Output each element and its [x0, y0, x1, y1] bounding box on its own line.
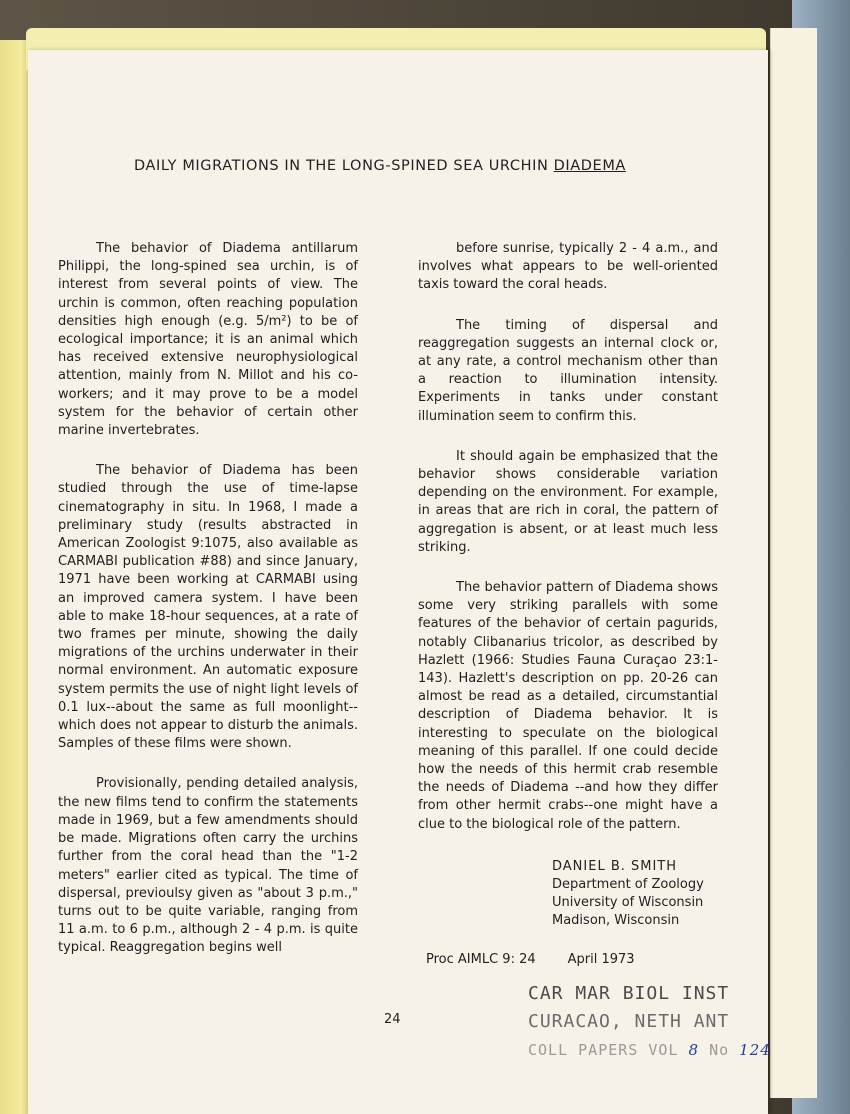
- stamp-line-3: [528, 1036, 771, 1064]
- stamp-no-label: No: [709, 1041, 730, 1059]
- author-department: Department of Zoology: [552, 877, 704, 892]
- stamp-line-1: CAR MAR BIOL INST: [528, 983, 730, 1004]
- stamp-vol-handwritten: 8: [688, 1041, 700, 1059]
- title-text: DAILY MIGRATIONS IN THE LONG-SPINED SEA URCHIN: [134, 158, 554, 174]
- author-university: University of Wisconsin: [552, 895, 704, 910]
- title-underlined-word: DIADEMA: [553, 158, 626, 174]
- paragraph: The behavior of Diadema has been studied through the use of time-lapse cinematography in situ. In 1968, I made a preliminary study (results abstracted in American Zoologist 9:1075, also available as CARMABI publication #88) and since January, 1971 have been working at CARMABI using an improved camera system. I have been able to make 18-hour sequences, at a rate of two frames per minute, showing the daily migrations of the urchins underwater in their normal environment. An automatic exposure system permits the use of night light levels of 0.1 lux--about the same as full moonlight--which does not appear to disturb the animals. Samples of these films were shown.: [58, 463, 358, 752]
- author-city: Madison, Wisconsin: [552, 913, 680, 928]
- library-stamp: [528, 980, 771, 1064]
- paragraph: before sunrise, typically 2 - 4 a.m., and involves what appears to be well-oriented taxis toward the coral heads.: [418, 241, 718, 293]
- paragraph: The timing of dispersal and reaggregation suggests an internal clock or, at any rate, a control mechanism other than a reaction to illumination intensity. Experiments in tanks under constant illumination seem to confirm this.: [418, 317, 718, 424]
- author-signature: [552, 858, 704, 930]
- left-page-edge: [0, 40, 30, 1114]
- paragraph: The behavior of Diadema antillarum Philippi, the long-spined sea urchin, is of interest from several points of view. The urchin is common, often reaching population densities high enough (e.g. 5/m²) to be of ecological importance; it is an animal which has received extensive neurophysiological attention, mainly from N. Millot and his co-workers; and it may prove to be a model system for the behavior of certain other marine invertebrates.: [58, 241, 358, 439]
- paragraph: Provisionally, pending detailed analysis, the new films tend to confirm the statements made in 1969, but a few amendments should be made. Migrations often carry the urchins further from the coral head than the "1-2 meters" earlier cited as typical. The time of dispersal, previoulsy given as "about 3 p.m.," turns out to be quite variable, ranging from 11 a.m. to 6 p.m., although 2 - 4 p.m. is quite typical. Reaggregation begins well: [58, 776, 358, 956]
- article-title: [134, 158, 634, 174]
- right-column: [418, 240, 718, 856]
- left-column: [58, 240, 358, 980]
- stamp-collection-label: COLL PAPERS VOL: [528, 1041, 679, 1059]
- citation: [426, 952, 635, 967]
- paragraph: The behavior pattern of Diadema shows some very striking parallels with some features of the behavior of certain pagurids, notably Clibanarius tricolor, as described by Hazlett (1966: Studies Fauna Curaçao 23:1-143). Hazlett's description on pp. 20-26 can almost be read as a detailed, circumstantial description of Diadema behavior. It is interesting to speculate on the biological meaning of this parallel. If one could decide how the needs of this hermit crab resemble the needs of Diadema --and how they differ from other hermit crabs--one might have a clue to the biological role of the pattern.: [418, 580, 718, 832]
- citation-date: April 1973: [567, 952, 635, 967]
- page-stack-edge: [770, 28, 817, 1098]
- page-number: 24: [384, 1012, 401, 1027]
- citation-source: Proc AIMLC 9: 24: [426, 952, 536, 967]
- author-name: DANIEL B. SMITH: [552, 859, 678, 874]
- stamp-line-2: CURACAO, NETH ANT: [528, 1011, 730, 1032]
- stamp-no-handwritten: 124: [739, 1041, 771, 1059]
- paragraph: It should again be emphasized that the behavior shows considerable variation depending on the environment. For example, in areas that are rich in coral, the pattern of aggregation is absent, or at least much less striking.: [418, 448, 718, 555]
